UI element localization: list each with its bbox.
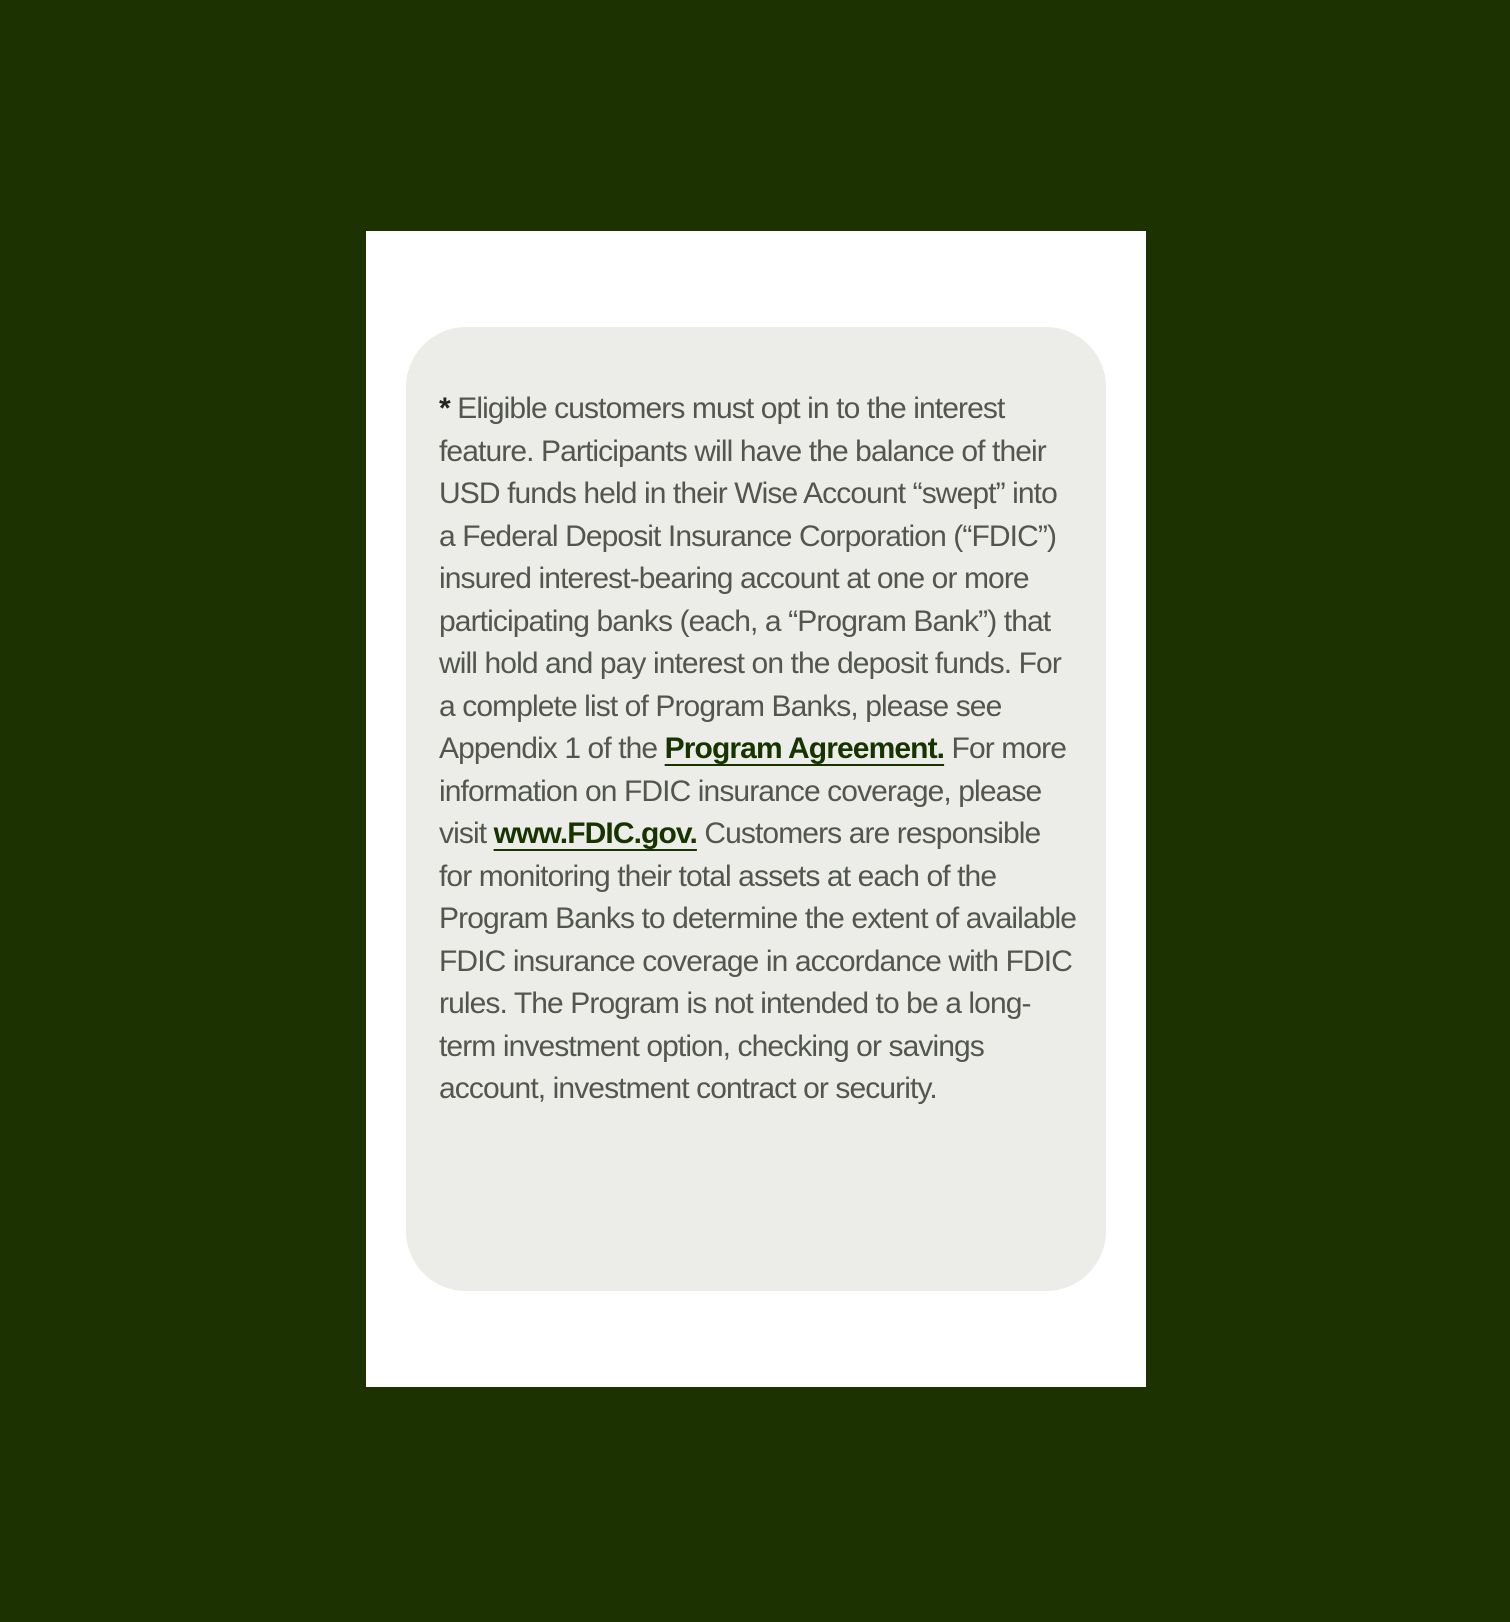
footnote-asterisk: * xyxy=(439,392,450,425)
content-card xyxy=(366,231,1146,1387)
fdic-gov-link[interactable]: www.FDIC.gov. xyxy=(493,817,697,850)
disclaimer-paragraph xyxy=(439,388,1078,1111)
disclaimer-text-closing: Customers are responsible for monitoring their total assets at each of the Program Banks to determine the extent of available FDIC insurance coverage in accordance with FDIC rules. The Program is not intended to be a long-term investment option, checking or savings account, investment contract or security. xyxy=(439,817,1077,1105)
disclaimer-text-opening: Eligible customers must opt in to the interest feature. Participants will have the balance of their USD funds held in their Wise Account “swept” into a Federal Deposit Insurance Corporation (“FDIC”) insured interest-bearing account at one or more participating banks (each, a “Program Bank”) that will hold and pay interest on the deposit funds. For a complete list of Program Banks, please see Appendix 1 of the xyxy=(439,392,1061,765)
disclaimer-text-middle: For more information on FDIC insurance coverage, please visit xyxy=(439,732,1067,850)
program-agreement-link[interactable]: Program Agreement. xyxy=(664,732,945,765)
disclaimer-panel xyxy=(406,327,1106,1291)
